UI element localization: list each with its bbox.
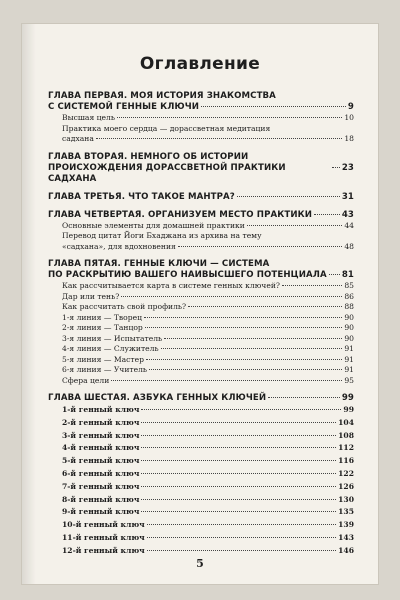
dot-leader <box>141 409 341 410</box>
chapter-6[interactable] <box>48 393 354 404</box>
section-page: 18 <box>344 134 354 143</box>
gene-key-item[interactable] <box>48 404 354 417</box>
section-item[interactable] <box>48 124 354 145</box>
section-item[interactable] <box>48 376 354 387</box>
dot-leader <box>111 380 342 381</box>
chapter-5[interactable] <box>48 259 354 281</box>
section-page: 10 <box>344 113 354 122</box>
chapter-6-page: 99 <box>341 393 354 403</box>
gene-key-item[interactable] <box>48 519 354 532</box>
section-item[interactable] <box>48 313 354 324</box>
section-item-page: 86 <box>344 291 354 301</box>
dot-leader <box>141 499 336 500</box>
section-item-label: 6-я линия — Учитель <box>62 365 148 374</box>
gene-key-item-page: 139 <box>338 520 354 530</box>
dot-leader <box>141 460 336 461</box>
section-title: «садхана», для вдохновения <box>62 241 176 251</box>
gene-key-item-page: 143 <box>338 532 354 542</box>
dot-leader <box>96 138 342 139</box>
dot-leader <box>237 196 340 197</box>
section-item-page: 90 <box>344 333 354 343</box>
dot-leader <box>147 550 336 551</box>
gene-key-item-label: 6-й генный ключ <box>62 468 140 478</box>
section-item-label: Сфера цели <box>62 375 110 385</box>
chapter-5-page: 81 <box>341 270 354 280</box>
chapter-5-sections <box>48 281 354 386</box>
gene-key-item[interactable] <box>48 468 354 481</box>
gene-key-item-label: 12-й генный ключ <box>62 545 145 555</box>
gene-key-item[interactable] <box>48 545 354 558</box>
gene-key-item-page: 126 <box>338 481 354 491</box>
section-item-page: 90 <box>344 323 354 332</box>
section-title: Основные элементы для домашней практики <box>62 220 245 230</box>
chapter-2-line-1: ГЛАВА ВТОРАЯ. НЕМНОГО ОБ ИСТОРИИ <box>48 151 249 162</box>
chapter-5-title: ПО РАСКРЫТИЮ ВАШЕГО НАИВЫСШЕГО ПОТЕНЦИАЛА <box>48 270 327 280</box>
gene-key-item-page: 112 <box>338 443 354 453</box>
gene-key-item[interactable] <box>48 455 354 468</box>
gene-key-item-page: 104 <box>338 417 354 427</box>
section-item-label: Дар или тень? <box>62 291 120 301</box>
section-item[interactable] <box>48 344 354 355</box>
spine-shadow <box>22 24 36 584</box>
chapter-1-page: 9 <box>347 102 354 112</box>
dot-leader <box>149 369 342 370</box>
gene-key-item[interactable] <box>48 442 354 455</box>
dot-leader <box>141 422 336 423</box>
page-number: 5 <box>196 557 204 570</box>
gene-key-item-label: 5-й генный ключ <box>62 456 140 466</box>
section-item[interactable] <box>48 292 354 303</box>
section-item-label: Как рассчитать свой профиль? <box>62 302 187 311</box>
gene-keys-list <box>48 404 354 558</box>
gene-key-item-page: 99 <box>343 405 354 414</box>
section-item[interactable] <box>48 221 354 232</box>
dot-leader <box>147 537 336 538</box>
section-item-label: 3-я линия — Испытатель <box>62 333 163 343</box>
gene-key-item-label: 3-й генный ключ <box>62 430 140 440</box>
dot-leader <box>141 511 336 512</box>
dot-leader <box>144 317 342 318</box>
dot-leader <box>178 246 343 247</box>
dot-leader <box>141 486 336 487</box>
gene-key-item-label: 2-й генный ключ <box>62 417 140 427</box>
gene-key-item[interactable] <box>48 532 354 545</box>
section-item-page: 85 <box>344 281 354 290</box>
gene-key-item-label: 4-й генный ключ <box>62 443 140 453</box>
dot-leader <box>164 338 342 339</box>
chapter-3[interactable] <box>48 192 354 203</box>
chapter-5-line-1: ГЛАВА ПЯТАЯ. ГЕННЫЕ КЛЮЧИ — СИСТЕМА <box>48 259 270 269</box>
gene-key-item-label: 11-й генный ключ <box>62 532 145 542</box>
section-title-line: Перевод цитат Йоги Бхаджана из архива на тему <box>62 231 262 240</box>
section-title-line: Практика моего сердца — дорассветная медитация <box>62 123 271 133</box>
chapter-2-page: 23 <box>341 162 354 173</box>
dot-leader <box>147 524 336 525</box>
dot-leader <box>201 106 346 107</box>
section-title: садхана <box>62 134 94 143</box>
gene-key-item-page: 108 <box>338 430 354 440</box>
section-item[interactable] <box>48 334 354 345</box>
chapter-1-line-1: ГЛАВА ПЕРВАЯ. МОЯ ИСТОРИЯ ЗНАКОМСТВА <box>48 91 276 101</box>
gene-key-item[interactable] <box>48 506 354 519</box>
chapter-4-title: ГЛАВА ЧЕТВЕРТАЯ. ОРГАНИЗУЕМ МЕСТО ПРАКТИКИ <box>48 209 313 220</box>
chapter-2[interactable] <box>48 152 354 185</box>
gene-key-item-page: 146 <box>338 545 354 555</box>
gene-key-item-page: 130 <box>338 494 354 504</box>
chapter-1[interactable] <box>48 91 354 113</box>
dot-leader <box>146 359 342 360</box>
dot-leader <box>329 274 340 275</box>
section-item-label: 1-я линия — Творец <box>62 312 142 322</box>
chapter-4-page: 43 <box>341 209 354 220</box>
gene-key-item[interactable] <box>48 494 354 507</box>
section-item-label: 5-я линия — Мастер <box>62 354 144 364</box>
chapter-1-title: С СИСТЕМОЙ ГЕННЫЕ КЛЮЧИ <box>48 102 200 112</box>
section-item[interactable] <box>48 113 354 124</box>
toc-title: Оглавление <box>139 54 261 74</box>
gene-key-item-label: 7-й генный ключ <box>62 481 140 491</box>
section-item[interactable] <box>48 365 354 376</box>
table-of-contents <box>48 84 354 558</box>
section-title: Высшая цель <box>62 113 116 122</box>
gene-key-item[interactable] <box>48 417 354 430</box>
section-page: 48 <box>344 241 354 251</box>
book-page <box>22 24 378 584</box>
dot-leader <box>141 447 336 448</box>
gene-key-item-page: 122 <box>338 468 354 478</box>
section-item-page: 91 <box>344 354 354 364</box>
dot-leader <box>314 214 340 215</box>
section-item[interactable] <box>48 281 354 292</box>
gene-key-item-label: 10-й генный ключ <box>62 520 145 530</box>
section-item[interactable] <box>48 231 354 252</box>
dot-leader <box>161 348 343 349</box>
chapter-2-title: ПРОИСХОЖДЕНИЯ ДОРАССВЕТНОЙ ПРАКТИКИ САДХАНА <box>48 162 286 184</box>
section-item[interactable] <box>48 323 354 334</box>
dot-leader <box>247 225 342 226</box>
gene-key-item[interactable] <box>48 430 354 443</box>
dot-leader <box>282 285 342 286</box>
gene-key-item-page: 116 <box>338 456 354 466</box>
chapter-4[interactable] <box>48 210 354 221</box>
section-item-label: 4-я линия — Служитель <box>62 344 159 353</box>
gene-key-item-label: 9-й генный ключ <box>62 507 140 517</box>
section-item-page: 90 <box>344 312 354 322</box>
section-item-page: 91 <box>344 365 354 374</box>
gene-key-item-label: 1-й генный ключ <box>62 405 140 414</box>
section-item-label: 2-я линия — Танцор <box>62 323 143 332</box>
gene-key-item[interactable] <box>48 481 354 494</box>
dot-leader <box>332 167 340 168</box>
section-item-label: Как рассчитывается карта в системе генных ключей? <box>62 281 280 290</box>
section-page: 44 <box>344 220 354 230</box>
dot-leader <box>117 117 342 118</box>
chapter-6-title: ГЛАВА ШЕСТАЯ. АЗБУКА ГЕННЫХ КЛЮЧЕЙ <box>48 393 267 403</box>
gene-key-item-page: 135 <box>338 507 354 517</box>
chapter-3-page: 31 <box>341 191 354 202</box>
dot-leader <box>141 473 336 474</box>
section-item-page: 91 <box>344 344 354 353</box>
dot-leader <box>188 306 342 307</box>
section-item-page: 88 <box>344 302 354 311</box>
section-item-page: 95 <box>344 375 354 385</box>
dot-leader <box>141 435 336 436</box>
section-item[interactable] <box>48 302 354 313</box>
dot-leader <box>121 296 342 297</box>
chapter-3-title: ГЛАВА ТРЕТЬЯ. ЧТО ТАКОЕ МАНТРА? <box>48 191 235 202</box>
section-item[interactable] <box>48 355 354 366</box>
dot-leader <box>145 327 343 328</box>
dot-leader <box>268 397 340 398</box>
gene-key-item-label: 8-й генный ключ <box>62 494 140 504</box>
